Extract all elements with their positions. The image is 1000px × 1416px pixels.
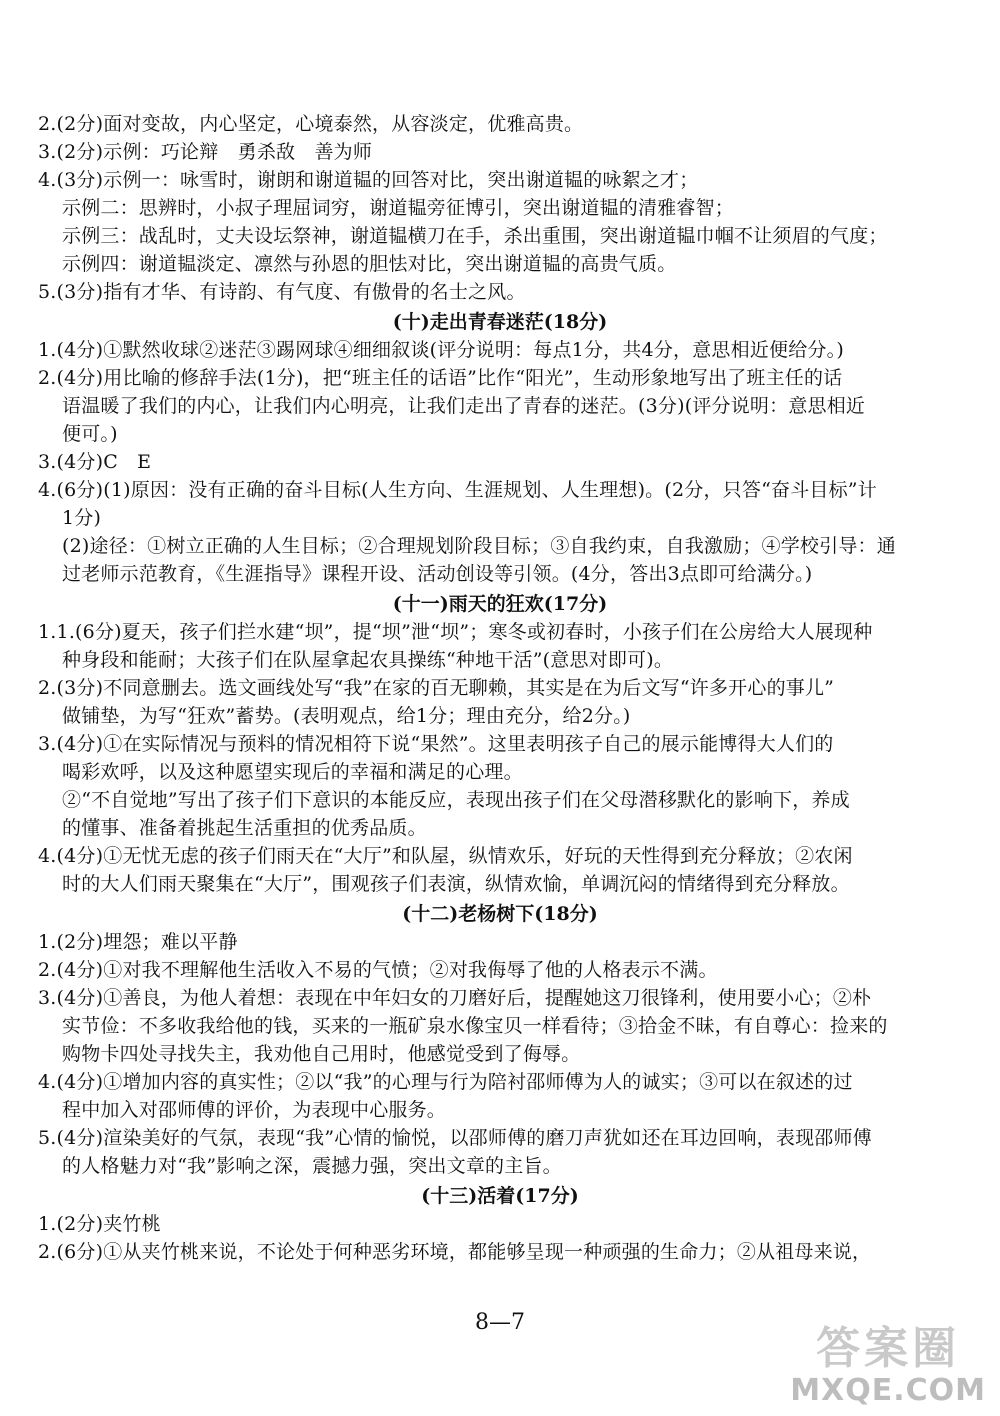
answer-line: 3.(4分)①在实际情况与预料的情况相符下说“果然”。这里表明孩子自己的展示能博得大人们的 (38, 733, 834, 755)
section-heading: (十三)活着(17分) (421, 1185, 579, 1207)
answer-line: 2.(2分)面对变故，内心坚定，心境泰然，从容淡定，优雅高贵。 (38, 113, 584, 135)
answer-line: 5.(4分)渲染美好的气氛，表现“我”心情的愉悦，以邵师傅的磨刀声犹如还在耳边回响，表现邵师傅 (38, 1127, 872, 1149)
answer-line: ②“不自觉地”写出了孩子们下意识的本能反应，表现出孩子们在父母潜移默化的影响下，养成 (62, 789, 850, 811)
answer-line: 做铺垫，为写“狂欢”蓄势。(表明观点，给1分；理由充分，给2分。) (62, 705, 631, 727)
section-heading: (十)走出青春迷茫(18分) (392, 311, 608, 333)
answer-line: 的懂事、准备着挑起生活重担的优秀品质。 (62, 817, 427, 839)
answer-line: 2.(3分)不同意删去。选文画线处写“我”在家的百无聊赖，其实是在为后文写“许多开心的事儿” (38, 677, 835, 699)
answer-line: 1.(2分)埋怨；难以平静 (38, 931, 238, 953)
answer-line: 4.(4分)①无忧无虑的孩子们雨天在“大厅”和队屋，纵情欢乐，好玩的天性得到充分释放；②农闲 (38, 845, 853, 867)
answer-line: 4.(4分)①增加内容的真实性；②以“我”的心理与行为陪衬邵师傅为人的诚实；③可以在叙述的过 (38, 1071, 853, 1093)
answer-line: 1.1.(6分)夏天，孩子们拦水建“坝”，提“坝”泄“坝”；寒冬或初春时，小孩子们在公房给大人展现种 (38, 621, 873, 643)
answer-line: 过老师示范教育，《生涯指导》课程开设、活动创设等引领。(4分，答出3点即可给满分。) (62, 563, 813, 585)
answer-line: 购物卡四处寻找失主，我劝他自己用时，他感觉受到了侮辱。 (62, 1043, 581, 1065)
answer-line: 时的大人们雨天聚集在“大厅”，围观孩子们表演，纵情欢愉，单调沉闷的情绪得到充分释放。 (62, 873, 850, 895)
answer-line: 3.(2分)示例：巧论辩 勇杀敌 善为师 (38, 141, 373, 163)
section-heading: (十二)老杨树下(18分) (402, 903, 598, 925)
page-number: 8—7 (475, 1310, 525, 1335)
watermark-url: MXQE.COM (790, 1373, 986, 1408)
watermark-brand: 答案圈 (816, 1323, 961, 1374)
answer-line: 4.(6分)(1)原因：没有正确的奋斗目标(人生方向、生涯规划、人生理想)。(2分，只答“奋斗目标”计 (38, 479, 877, 501)
answer-line: 2.(6分)①从夹竹桃来说，不论处于何种恶劣环境，都能够呈现一种顽强的生命力；②从祖母来说， (38, 1241, 872, 1263)
answer-line: 喝彩欢呼，以及这种愿望实现后的幸福和满足的心理。 (62, 761, 523, 783)
answer-line: 2.(4分)用比喻的修辞手法(1分)，把“班主任的话语”比作“阳光”，生动形象地写出了班主任的话 (38, 367, 843, 389)
answer-line: 示例三：战乱时，丈夫设坛祭神，谢道韫横刀在手，杀出重围，突出谢道韫巾帼不让须眉的气度； (62, 225, 888, 247)
watermark-logo (790, 1324, 986, 1408)
section-heading: (十一)雨天的狂欢(17分) (392, 593, 608, 615)
answer-line: 的人格魅力对“我”影响之深，震撼力强，突出文章的主旨。 (62, 1155, 562, 1177)
answer-line: 语温暖了我们的内心，让我们内心明亮，让我们走出了青春的迷茫。(3分)(评分说明：意思相近 (62, 395, 866, 417)
answer-line: 示例二：思辨时，小叔子理屈词穷，谢道韫旁征博引，突出谢道韫的清雅睿智； (62, 197, 735, 219)
answer-line: 种身段和能耐；大孩子们在队屋拿起农具操练“种地干活”(意思对即可)。 (62, 649, 674, 671)
answer-line: 5.(3分)指有才华、有诗韵、有气度、有傲骨的名士之风。 (38, 281, 526, 303)
answer-line: 1.(4分)①默然收球②迷茫③踢网球④细细叙谈(评分说明：每点1分，共4分，意思相近便给分。) (38, 339, 844, 361)
answer-line: 便可。) (62, 423, 118, 445)
answer-line: 1分) (62, 507, 102, 529)
answer-line: 示例四：谢道韫淡定、凛然与孙恩的胆怯对比，突出谢道韫的高贵气质。 (62, 253, 677, 275)
answer-line: 1.(2分)夹竹桃 (38, 1213, 161, 1235)
answer-line: 4.(3分)示例一：咏雪时，谢朗和谢道韫的回答对比，突出谢道韫的咏絮之才； (38, 169, 699, 191)
answer-line: (2)途径：①树立正确的人生目标；②合理规划阶段目标；③自我约束，自我激励；④学校引导：通 (62, 535, 896, 557)
answer-line: 实节俭：不多收我给他的钱，买来的一瓶矿泉水像宝贝一样看待；③拾金不昧，有自尊心：捡来的 (62, 1015, 888, 1037)
answer-line: 3.(4分)C E (38, 451, 152, 473)
answer-line: 3.(4分)①善良，为他人着想：表现在中年妇女的刀磨好后，提醒她这刀很锋利，使用要小心；②朴 (38, 987, 872, 1009)
answer-line: 程中加入对邵师傅的评价，为表现中心服务。 (62, 1099, 447, 1121)
answer-line: 2.(4分)①对我不理解他生活收入不易的气愤；②对我侮辱了他的人格表示不满。 (38, 959, 718, 981)
